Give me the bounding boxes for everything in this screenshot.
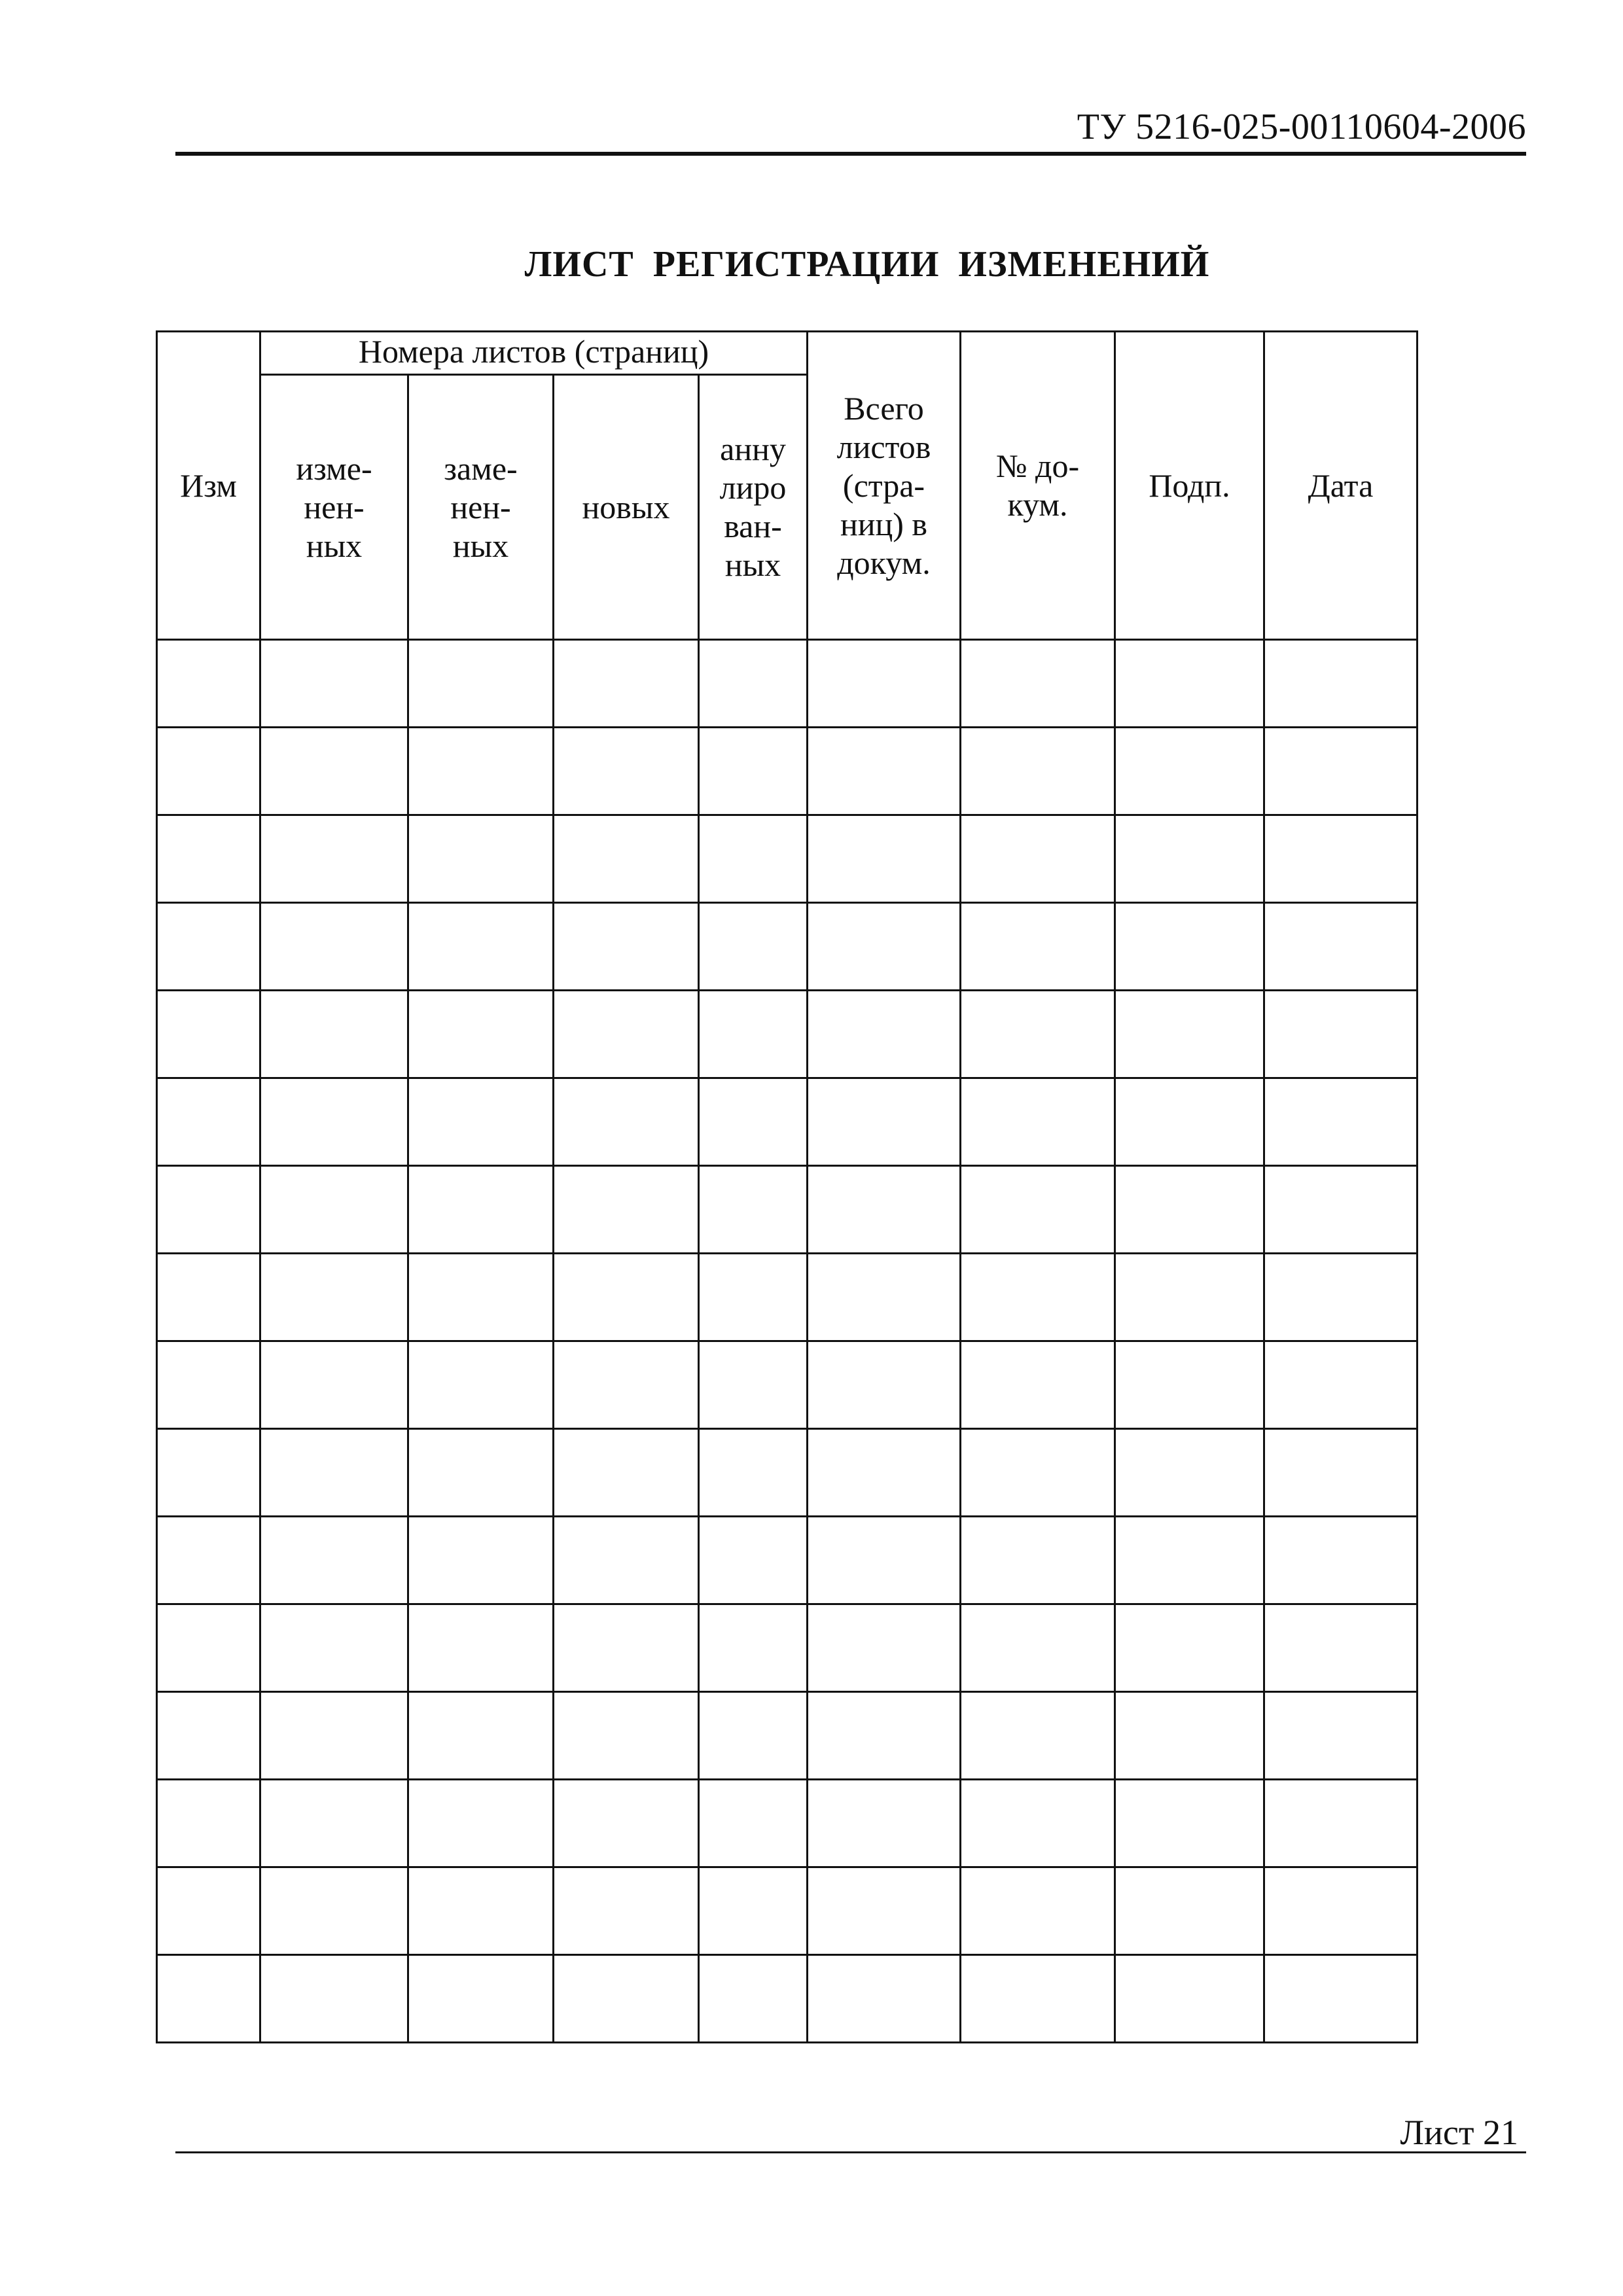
table-cell: [1264, 1692, 1418, 1780]
table-cell: [808, 640, 961, 728]
table-cell: [808, 1254, 961, 1341]
table-cell: [808, 1692, 961, 1780]
table-cell: [260, 991, 408, 1078]
table-cell: [157, 1078, 260, 1166]
table-cell: [554, 640, 699, 728]
table-cell: [554, 903, 699, 991]
table-cell: [408, 815, 554, 903]
table-cell: [554, 1867, 699, 1955]
header-divider: [175, 152, 1526, 156]
table-cell: [808, 1341, 961, 1429]
table-cell: [1264, 1780, 1418, 1867]
table-cell: [554, 1692, 699, 1780]
header-document-number: № до- кум.: [961, 332, 1115, 640]
table-cell: [554, 728, 699, 815]
table-cell: [699, 1166, 808, 1254]
table-cell: [961, 1078, 1115, 1166]
table-cell: [961, 1955, 1115, 2043]
table-cell: [260, 1955, 408, 2043]
table-cell: [699, 815, 808, 903]
table-cell: [961, 903, 1115, 991]
table-cell: [1115, 1254, 1264, 1341]
table-cell: [808, 1780, 961, 1867]
table-cell: [157, 1254, 260, 1341]
table-row: [157, 728, 1418, 815]
table-cell: [157, 1780, 260, 1867]
document-code: ТУ 5216-025-00110604-2006: [1077, 107, 1526, 147]
table-cell: [808, 815, 961, 903]
table-cell: [1264, 1254, 1418, 1341]
table-row: [157, 991, 1418, 1078]
table-cell: [157, 1867, 260, 1955]
table-cell: [1115, 1078, 1264, 1166]
table-row: [157, 903, 1418, 991]
page-title: ЛИСТ РЕГИСТРАЦИИ ИЗМЕНЕНИЙ: [524, 244, 1210, 285]
table-cell: [1115, 1166, 1264, 1254]
table-cell: [157, 1517, 260, 1604]
table-cell: [408, 1780, 554, 1867]
table-cell: [1264, 903, 1418, 991]
table-cell: [808, 1867, 961, 1955]
table-cell: [808, 1166, 961, 1254]
table-cell: [554, 1166, 699, 1254]
table-cell: [1115, 1604, 1264, 1692]
table-cell: [1264, 1867, 1418, 1955]
table-cell: [961, 1166, 1115, 1254]
table-cell: [554, 991, 699, 1078]
change-registration-table: [156, 330, 1418, 2043]
table-cell: [260, 728, 408, 815]
table-cell: [408, 1341, 554, 1429]
table-row: [157, 1078, 1418, 1166]
table-cell: [157, 991, 260, 1078]
table-cell: [1264, 1341, 1418, 1429]
table-cell: [1115, 903, 1264, 991]
table-cell: [961, 1604, 1115, 1692]
table-cell: [260, 1867, 408, 1955]
table-cell: [808, 991, 961, 1078]
table-cell: [408, 1692, 554, 1780]
table-cell: [1115, 991, 1264, 1078]
table-cell: [157, 903, 260, 991]
table-cell: [961, 1692, 1115, 1780]
table-cell: [408, 1254, 554, 1341]
table-cell: [157, 1692, 260, 1780]
table-cell: [1264, 1429, 1418, 1517]
table-row: [157, 640, 1418, 728]
table-cell: [1115, 1517, 1264, 1604]
table-cell: [554, 1429, 699, 1517]
table-cell: [1115, 1955, 1264, 2043]
table-cell: [260, 903, 408, 991]
table-cell: [408, 1604, 554, 1692]
table-row: [157, 1604, 1418, 1692]
table-cell: [961, 1867, 1115, 1955]
table-cell: [808, 903, 961, 991]
table-cell: [554, 1955, 699, 2043]
table-cell: [1115, 640, 1264, 728]
table-row: [157, 1341, 1418, 1429]
table-cell: [1264, 1517, 1418, 1604]
table-cell: [408, 903, 554, 991]
sheet-number: Лист 21: [1400, 2113, 1518, 2152]
table-cell: [408, 640, 554, 728]
table-cell: [554, 1078, 699, 1166]
table-cell: [961, 1429, 1115, 1517]
table-cell: [961, 640, 1115, 728]
table-cell: [961, 728, 1115, 815]
table-row: [157, 1780, 1418, 1867]
header-replaced: заме- нен- ных: [408, 375, 554, 640]
table-cell: [408, 1166, 554, 1254]
table-cell: [699, 903, 808, 991]
table-cell: [1115, 1341, 1264, 1429]
table-cell: [260, 1078, 408, 1166]
table-cell: [699, 1341, 808, 1429]
table-cell: [408, 1517, 554, 1604]
table-cell: [961, 1254, 1115, 1341]
table-cell: [554, 1341, 699, 1429]
table-cell: [961, 1341, 1115, 1429]
table-cell: [554, 1780, 699, 1867]
table-cell: [157, 1341, 260, 1429]
table-cell: [1264, 815, 1418, 903]
table-cell: [408, 991, 554, 1078]
table-cell: [1115, 1780, 1264, 1867]
table-cell: [699, 1692, 808, 1780]
table-row: [157, 1867, 1418, 1955]
table-cell: [961, 991, 1115, 1078]
header-izm: Изм: [157, 332, 260, 640]
header-date: Дата: [1264, 332, 1418, 640]
table-cell: [699, 1867, 808, 1955]
table-cell: [157, 815, 260, 903]
table-cell: [408, 1867, 554, 1955]
table-cell: [408, 1429, 554, 1517]
table-cell: [808, 1604, 961, 1692]
table-cell: [808, 1429, 961, 1517]
table-cell: [808, 1955, 961, 2043]
table-cell: [1115, 1692, 1264, 1780]
table-cell: [1264, 1604, 1418, 1692]
table-cell: [260, 640, 408, 728]
table-cell: [157, 728, 260, 815]
table-cell: [260, 1166, 408, 1254]
table-row: [157, 815, 1418, 903]
table-cell: [408, 728, 554, 815]
table-row: [157, 1517, 1418, 1604]
table-cell: [1264, 1166, 1418, 1254]
table-cell: [699, 1780, 808, 1867]
table-cell: [699, 1604, 808, 1692]
table-cell: [1115, 1429, 1264, 1517]
table-cell: [699, 728, 808, 815]
table-cell: [1264, 991, 1418, 1078]
footer-divider: [175, 2151, 1526, 2153]
header-signature: Подп.: [1115, 332, 1264, 640]
table-cell: [554, 1254, 699, 1341]
table-cell: [1115, 815, 1264, 903]
table-cell: [157, 1955, 260, 2043]
table-cell: [157, 1429, 260, 1517]
table-row: [157, 1254, 1418, 1341]
table-cell: [699, 640, 808, 728]
table-cell: [699, 1254, 808, 1341]
table-cell: [699, 1517, 808, 1604]
table-cell: [408, 1955, 554, 2043]
table-cell: [961, 1780, 1115, 1867]
table-cell: [157, 1604, 260, 1692]
table-body: [157, 640, 1418, 2043]
table-cell: [260, 815, 408, 903]
header-changed: изме- нен- ных: [260, 375, 408, 640]
table-cell: [157, 640, 260, 728]
table-cell: [1115, 1867, 1264, 1955]
table-row: [157, 1429, 1418, 1517]
table-cell: [554, 815, 699, 903]
table-cell: [1264, 640, 1418, 728]
table-cell: [260, 1341, 408, 1429]
table-cell: [260, 1604, 408, 1692]
table-cell: [699, 1078, 808, 1166]
table-cell: [961, 1517, 1115, 1604]
table-cell: [408, 1078, 554, 1166]
table-cell: [1264, 1078, 1418, 1166]
table-row: [157, 1692, 1418, 1780]
header-annulled: анну лиро ван- ных: [699, 375, 808, 640]
table-cell: [808, 1517, 961, 1604]
table-cell: [808, 1078, 961, 1166]
table-cell: [260, 1517, 408, 1604]
table-cell: [699, 1955, 808, 2043]
table-cell: [260, 1254, 408, 1341]
table-cell: [554, 1604, 699, 1692]
table-cell: [699, 991, 808, 1078]
table-cell: [808, 728, 961, 815]
table-cell: [260, 1692, 408, 1780]
table-cell: [260, 1780, 408, 1867]
table-cell: [1264, 1955, 1418, 2043]
table-cell: [260, 1429, 408, 1517]
table-cell: [961, 815, 1115, 903]
table-row: [157, 1166, 1418, 1254]
table-cell: [1264, 728, 1418, 815]
table-cell: [699, 1429, 808, 1517]
table-row: [157, 1955, 1418, 2043]
registration-table-container: [156, 330, 1418, 2043]
header-total-sheets: Всего листов (стра- ниц) в докум.: [808, 332, 961, 640]
table-cell: [554, 1517, 699, 1604]
table-cell: [157, 1166, 260, 1254]
header-new: новых: [554, 375, 699, 640]
table-cell: [1115, 728, 1264, 815]
header-sheet-numbers-group: Номера листов (страниц): [260, 332, 808, 375]
